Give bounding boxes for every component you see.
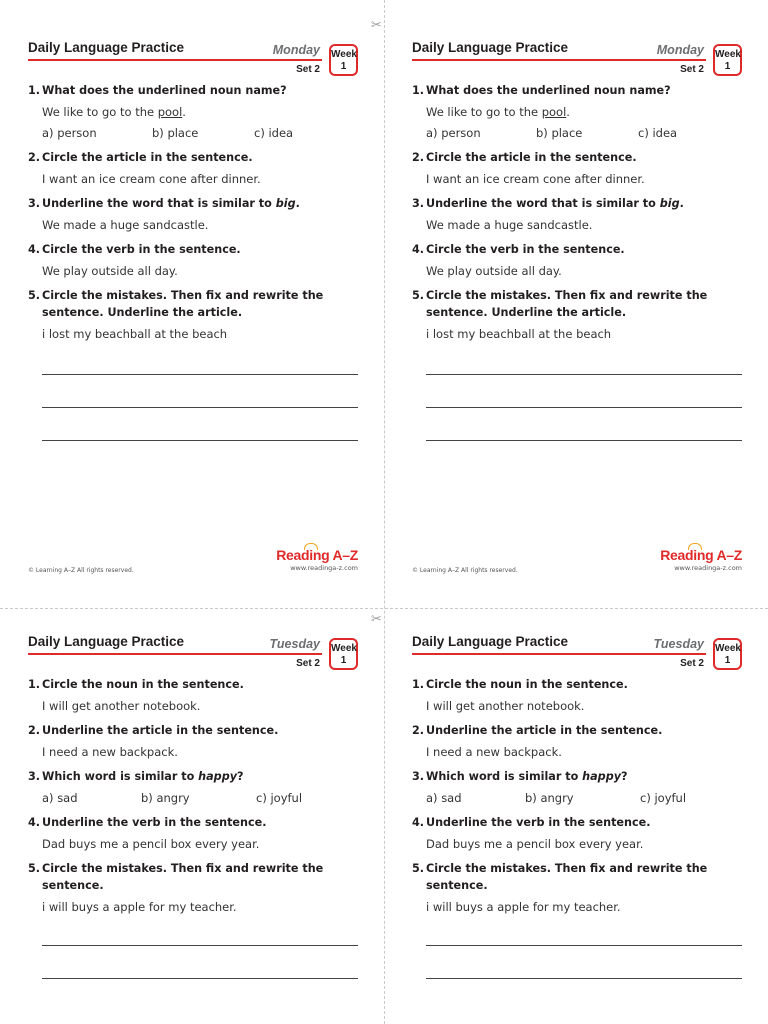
question-2 [412,722,742,739]
choice-c: c) joyful [256,791,303,805]
question-text: Underline the article in the sentence. [42,724,279,737]
question-1 [28,676,358,693]
question-number: 1. [28,678,41,691]
sentence: I want an ice cream cone after dinner. [426,172,645,186]
question-5 [412,860,742,894]
horizontal-cut-line [0,608,768,609]
question-text: Underline the verb in the sentence. [42,816,267,829]
question-4 [28,814,358,831]
answer-choices [412,790,742,806]
question-number: 1. [412,84,425,97]
underlined-noun: pool [541,105,567,119]
sentence: I will get another notebook. [426,699,585,713]
question-number: 3. [28,770,41,783]
scissors-icon: ✂ [371,612,382,627]
choice-b: b) angry [525,791,574,805]
week-badge [329,44,358,76]
tuesday-card-right [412,630,742,1024]
sentence: We play outside all day. [42,264,178,278]
question-text: Circle the mistakes. Then fix and rewrite the sentence. Underline the article. [42,289,324,319]
copyright: © Learning A–Z All rights reserved. [28,567,134,574]
card-footer [412,548,742,574]
sentence-text: We like to go to the [426,105,542,119]
question-3 [28,195,358,212]
answer-choices [28,125,358,141]
question-text: Circle the mistakes. Then fix and rewrite the sentence. Underline the article. [426,289,708,319]
question-text: Circle the mistakes. Then fix and rewrite the sentence. [42,862,324,892]
card-title: Daily Language Practice [412,40,569,55]
question-5 [28,287,358,321]
tuesday-card-left [28,630,358,1024]
card-header [28,630,358,676]
choice-a: a) person [426,126,481,140]
week-label: Week [331,49,357,60]
choice-b: b) place [152,126,199,140]
question-text: Circle the noun in the sentence. [426,678,628,691]
question-number: 5. [412,862,425,875]
answer-choices [412,125,742,141]
question-number: 4. [412,243,425,256]
week-number: 1 [340,61,347,72]
sentence: I need a new backpack. [426,745,562,759]
card-title: Daily Language Practice [412,634,569,649]
question-number: 2. [412,724,425,737]
question-text: What does the underlined noun name? [426,84,671,97]
sentence: We made a huge sandcastle. [42,218,209,232]
answer-line[interactable] [426,440,742,441]
vertical-cut-line [384,0,385,1024]
scissors-icon: ✂ [371,18,382,33]
question-3 [412,195,742,212]
emphasized-word: happy [582,770,621,783]
question-text: Circle the article in the sentence. [426,151,637,164]
question-text: What does the underlined noun name? [42,84,287,97]
question-punctuation: . [295,197,300,210]
card-header [412,36,742,82]
choice-a: a) sad [42,791,78,805]
sentence: I will get another notebook. [42,699,201,713]
sentence: i lost my beachball at the beach [426,327,612,341]
sentence: We made a huge sandcastle. [426,218,593,232]
monday-card-right [412,36,742,584]
day-label: Tuesday [653,637,704,651]
question-text: Underline the verb in the sentence. [426,816,651,829]
sentence: Dad buys me a pencil box every year. [426,837,644,851]
card-header [28,36,358,82]
week-badge [713,638,742,670]
choice-a: a) person [42,126,97,140]
logo: Reading A–Z [276,547,358,563]
question-text: Circle the noun in the sentence. [42,678,244,691]
card-footer [28,548,358,574]
sentence: i will buys a apple for my teacher. [426,900,621,914]
sentence [28,104,358,120]
question-number: 2. [412,151,425,164]
question-2 [28,722,358,739]
underlined-noun: pool [157,105,183,119]
emphasized-word: big [275,197,296,210]
set-label: Set 2 [296,658,320,669]
header-rule [412,59,706,61]
day-label: Monday [272,43,320,57]
question-5 [412,287,742,321]
card-title: Daily Language Practice [28,40,185,55]
website-url: www.readinga-z.com [290,564,358,572]
question-3 [28,768,358,785]
question-number: 2. [28,151,41,164]
question-1 [412,82,742,99]
website-url: www.readinga-z.com [674,564,742,572]
question-number: 1. [28,84,41,97]
question-number: 4. [412,816,425,829]
question-text: Circle the verb in the sentence. [426,243,625,256]
week-number: 1 [724,61,731,72]
question-text: Which word is similar to [42,770,199,783]
question-number: 5. [412,289,425,302]
copyright: © Learning A–Z All rights reserved. [412,567,518,574]
emphasized-word: big [659,197,680,210]
question-4 [412,814,742,831]
card-header [412,630,742,676]
question-text: Underline the article in the sentence. [426,724,663,737]
question-punctuation: ? [237,770,244,783]
question-2 [412,149,742,166]
choice-c: c) idea [638,126,678,140]
question-number: 2. [28,724,41,737]
question-number: 4. [28,816,41,829]
set-label: Set 2 [680,64,704,75]
logo: Reading A–Z [660,547,742,563]
question-number: 1. [412,678,425,691]
set-label: Set 2 [296,64,320,75]
sentence: I want an ice cream cone after dinner. [42,172,261,186]
card-title: Daily Language Practice [28,634,185,649]
question-3 [412,768,742,785]
header-rule [28,59,322,61]
question-4 [412,241,742,258]
question-text: Underline the word that is similar to [426,197,660,210]
question-text: Circle the verb in the sentence. [42,243,241,256]
sentence-text: We like to go to the [42,105,158,119]
header-rule [412,653,706,655]
answer-line[interactable] [42,978,358,979]
week-label: Week [715,643,741,654]
sentence: We play outside all day. [426,264,562,278]
question-text: Circle the mistakes. Then fix and rewrite the sentence. [426,862,708,892]
sentence: I need a new backpack. [42,745,178,759]
day-label: Monday [656,43,704,57]
emphasized-word: happy [198,770,237,783]
answer-line[interactable] [42,440,358,441]
header-rule [28,653,322,655]
set-label: Set 2 [680,658,704,669]
choice-b: b) angry [141,791,190,805]
question-5 [28,860,358,894]
week-badge [713,44,742,76]
question-punctuation: ? [621,770,628,783]
answer-line[interactable] [426,978,742,979]
choice-a: a) sad [426,791,462,805]
question-punctuation: . [679,197,684,210]
question-number: 5. [28,862,41,875]
question-1 [412,676,742,693]
question-1 [28,82,358,99]
answer-choices [28,790,358,806]
choice-c: c) joyful [640,791,687,805]
question-number: 3. [412,197,425,210]
sentence: i lost my beachball at the beach [42,327,228,341]
sentence: Dad buys me a pencil box every year. [42,837,260,851]
question-text: Circle the article in the sentence. [42,151,253,164]
week-label: Week [331,643,357,654]
question-number: 5. [28,289,41,302]
question-2 [28,149,358,166]
week-number: 1 [340,655,347,666]
choice-b: b) place [536,126,583,140]
question-number: 3. [412,770,425,783]
day-label: Tuesday [269,637,320,651]
sentence-punctuation: . [566,105,570,119]
question-text: Underline the word that is similar to [42,197,276,210]
monday-card-left [28,36,358,584]
question-number: 4. [28,243,41,256]
question-number: 3. [28,197,41,210]
choice-c: c) idea [254,126,294,140]
sentence-punctuation: . [182,105,186,119]
week-number: 1 [724,655,731,666]
question-text: Which word is similar to [426,770,583,783]
week-label: Week [715,49,741,60]
sentence: i will buys a apple for my teacher. [42,900,237,914]
sentence [412,104,742,120]
question-4 [28,241,358,258]
week-badge [329,638,358,670]
